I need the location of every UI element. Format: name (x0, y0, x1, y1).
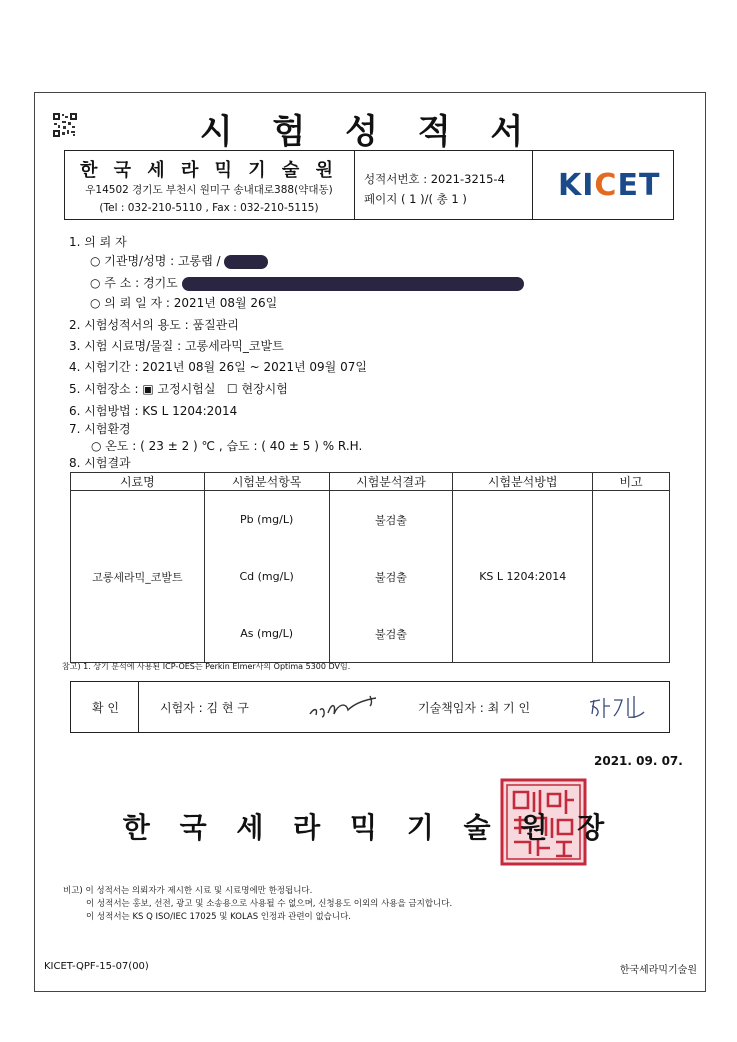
table-header-row (71, 473, 670, 491)
section-7: 7. 시험환경 (69, 422, 131, 436)
item-as: As (mg/L) (204, 605, 329, 663)
test-environment: ○ 온도 : ( 23 ± 2 ) ℃ , 습도 : ( 40 ± 5 ) % R.H. (91, 439, 363, 453)
col-remark: 비고 (593, 473, 670, 491)
client-org-row (90, 252, 268, 269)
institute-head-title: 한 국 세 라 믹 기 술 원 장 (122, 811, 615, 844)
logo-ki: KI (558, 168, 595, 203)
result-as: 불검출 (329, 605, 453, 663)
remark-line-3: 이 성적서는 KS Q ISO/IEC 17025 및 KOLAS 인정과 관련이 없습니다. (86, 912, 352, 922)
redacted-address (182, 277, 524, 291)
results-table (70, 472, 670, 663)
section-6: 6. 시험방법 : KS L 1204:2014 (69, 404, 238, 418)
client-org: ○ 기관명/성명 : 고롱랩 / (90, 254, 221, 268)
issue-date: 2021. 09. 07. (594, 754, 683, 768)
confirm-divider (138, 681, 139, 733)
section-1-title: 1. 의 뢰 자 (69, 235, 127, 249)
fixed-lab-checkbox: ▣ 고정시험실 (142, 382, 216, 396)
client-address-label: ○ 주 소 : (90, 276, 140, 290)
header-divider (354, 150, 355, 220)
logo-c: C (594, 168, 618, 203)
section-4: 4. 시험기간 : 2021년 08월 26일 ~ 2021년 09월 07일 (69, 360, 367, 374)
col-result: 시험분석결과 (329, 473, 453, 491)
request-date: ○ 의 뢰 일 자 : 2021년 08월 26일 (90, 296, 278, 310)
tester-name: 시험자 : 김 현 구 (160, 701, 249, 715)
report-number: 성적서번호 : 2021-3215-4 (364, 172, 505, 186)
confirm-label: 확 인 (92, 701, 119, 715)
client-address: 경기도 (142, 276, 178, 290)
col-sample: 시료명 (71, 473, 205, 491)
institute-name: 한 국 세 라 믹 기 술 원 (80, 160, 338, 181)
redacted-name (224, 255, 268, 269)
col-method: 시험분석방법 (453, 473, 593, 491)
institute-tel: (Tel : 032-210-5110 , Fax : 032-210-5115) (99, 202, 319, 214)
kicet-logo (558, 168, 660, 203)
section-5 (69, 380, 288, 397)
table-row (71, 491, 670, 549)
field-test-checkbox: ☐ 현장시험 (226, 382, 288, 396)
result-cd: 불검출 (329, 548, 453, 605)
document-title: 시 험 성 적 서 (199, 112, 538, 152)
header-divider-2 (532, 150, 533, 220)
logo-et: ET (617, 168, 661, 203)
remark-line-2: 이 성적서는 홍보, 선전, 광고 및 소송용으로 사용될 수 없으며, 신청용도 이외의 사용을 금지합니다. (86, 899, 453, 909)
manager-signature (586, 690, 648, 724)
result-pb: 불검출 (329, 491, 453, 549)
section-8: 8. 시험결과 (69, 456, 131, 470)
tech-manager-name: 기술책임자 : 최 기 인 (418, 701, 531, 715)
sample-name: 고롱세라믹_코발트 (71, 491, 205, 663)
method-cell: KS L 1204:2014 (453, 491, 593, 663)
report-page: 페이지 ( 1 )/( 총 1 ) (364, 192, 467, 206)
client-address-row (90, 274, 524, 291)
footer-institute: 한국세라믹기술원 (619, 965, 697, 976)
tester-signature (306, 690, 382, 724)
section-5-label: 5. 시험장소 : (69, 382, 139, 396)
section-2: 2. 시험성적서의 용도 : 품질관리 (69, 318, 239, 332)
table-note: 참고) 1. 상기 분석에 사용된 ICP-OES는 Perkin Elmer사의 Optima 5300 DV임. (62, 662, 351, 671)
remark-line-1: 비고) 이 성적서는 의뢰자가 제시한 시료 및 시료명에만 한정됩니다. (63, 886, 313, 896)
section-3: 3. 시험 시료명/물질 : 고롱세라믹_코발트 (69, 339, 284, 353)
item-cd: Cd (mg/L) (204, 548, 329, 605)
form-code: KICET-QPF-15-07(00) (44, 961, 149, 972)
col-item: 시험분석항목 (204, 473, 329, 491)
item-pb: Pb (mg/L) (204, 491, 329, 549)
institute-address: 우14502 경기도 부천시 원미구 송내대로388(약대동) (85, 184, 333, 196)
remark-cell (593, 491, 670, 663)
